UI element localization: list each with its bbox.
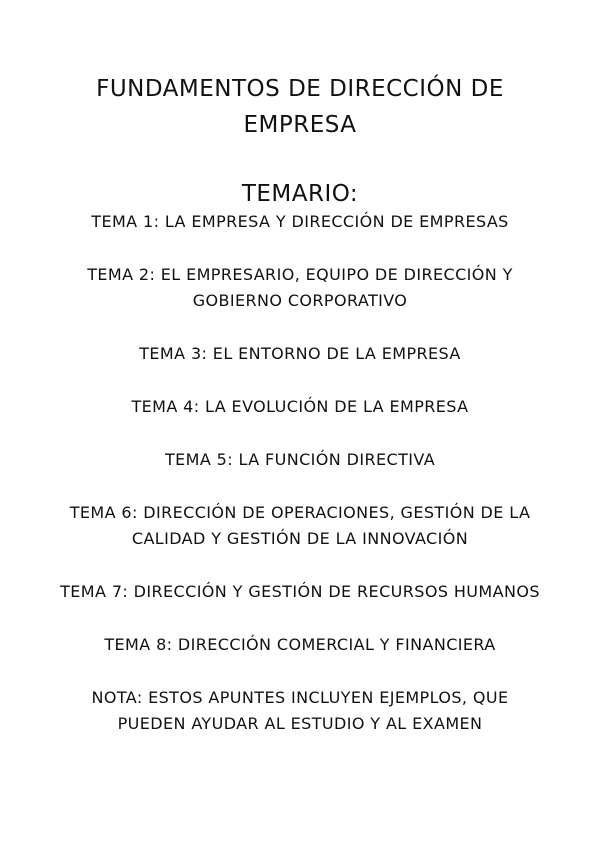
topic-item: TEMA 5: LA FUNCIÓN DIRECTIVA bbox=[164, 450, 436, 469]
topic-item: TEMA 2: EL EMPRESARIO, EQUIPO DE DIRECCIÓN Y GOBIERNO CORPORATIVO bbox=[87, 265, 513, 310]
topic-item: TEMA 3: EL ENTORNO DE LA EMPRESA bbox=[139, 344, 461, 363]
document-title: FUNDAMENTOS DE DIRECCIÓN DE EMPRESA bbox=[96, 76, 504, 138]
topic-item: TEMA 7: DIRECCIÓN Y GESTIÓN DE RECURSOS HUMANOS bbox=[60, 582, 540, 601]
topic-item: TEMA 6: DIRECCIÓN DE OPERACIONES, GESTIÓN DE LA CALIDAD Y GESTIÓN DE LA INNOVACIÓN bbox=[69, 503, 531, 548]
topic-list bbox=[60, 209, 540, 658]
topic-item: TEMA 4: LA EVOLUCIÓN DE LA EMPRESA bbox=[131, 397, 469, 416]
syllabus-heading: TEMARIO: bbox=[241, 181, 359, 207]
topic-item: TEMA 8: DIRECCIÓN COMERCIAL Y FINANCIERA bbox=[104, 635, 496, 654]
study-note: NOTA: ESTOS APUNTES INCLUYEN EJEMPLOS, QUE PUEDEN AYUDAR AL ESTUDIO Y AL EXAMEN bbox=[91, 688, 509, 733]
topic-item: TEMA 1: LA EMPRESA Y DIRECCIÓN DE EMPRESAS bbox=[91, 212, 509, 231]
